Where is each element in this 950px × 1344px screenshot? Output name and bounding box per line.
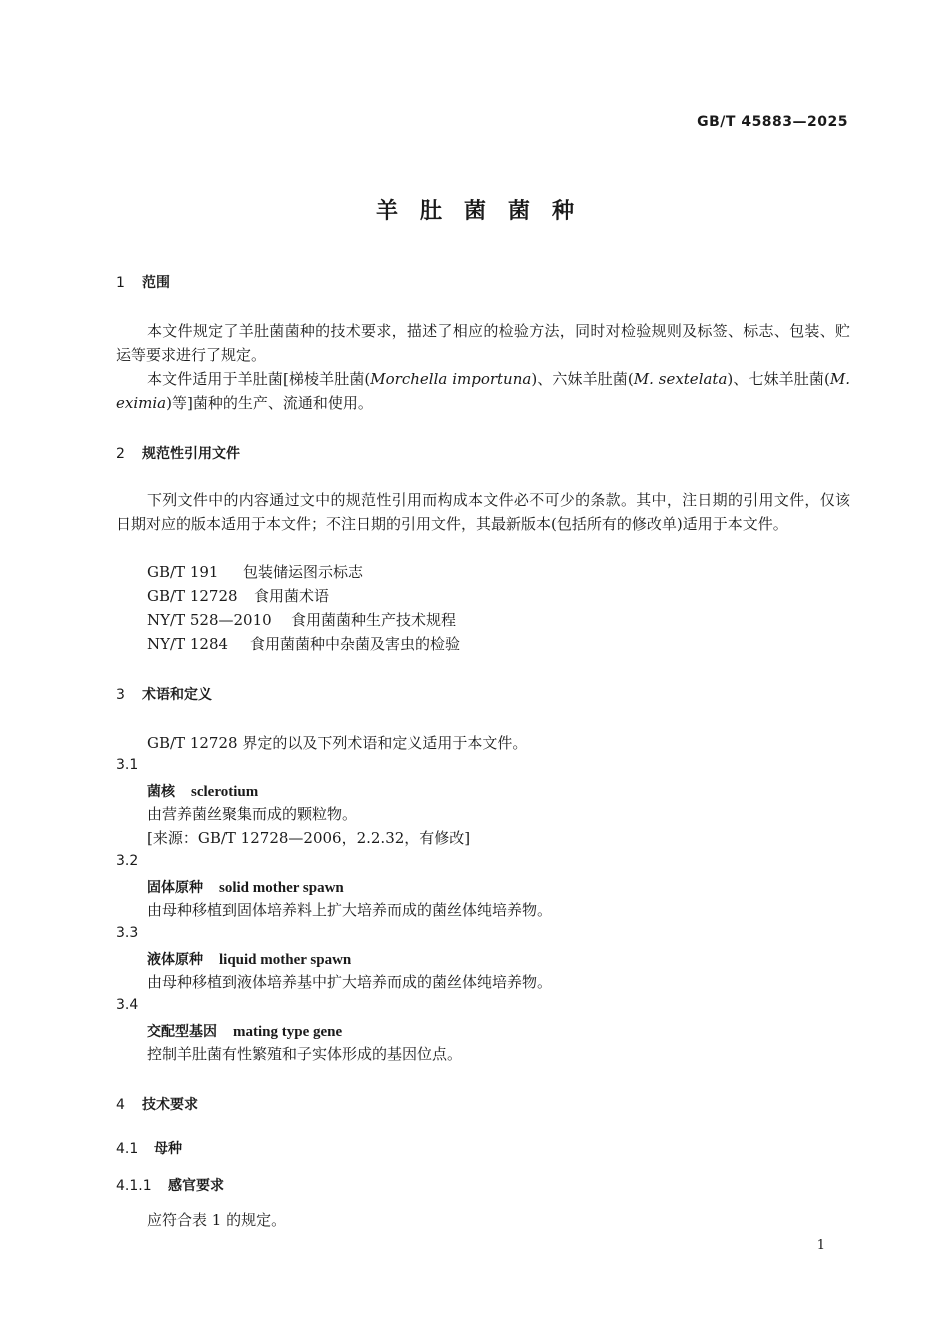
term-number: 3.2 <box>116 853 139 869</box>
section-number: 4.1.1 <box>116 1178 152 1194</box>
section-number: 2 <box>116 446 125 462</box>
term-zh: 菌核 <box>147 784 175 800</box>
section-title: 规范性引用文件 <box>142 446 240 462</box>
reference-code: GB/T 12728 <box>147 587 238 605</box>
section-4-heading <box>116 1094 198 1114</box>
term-number: 3.3 <box>116 925 139 941</box>
term-heading <box>147 877 344 897</box>
subsection-4-1-heading <box>116 1138 182 1158</box>
section-1-paragraph-1: 本文件规定了羊肚菌菌种的技术要求，描述了相应的检验方法，同时对检验规则及标签、标志、包装、贮运等要求进行了规定。 <box>116 322 850 364</box>
document-title: 羊肚菌菌种 <box>375 199 596 224</box>
term-heading <box>147 781 258 801</box>
page-number: 1 <box>816 1238 825 1253</box>
section-number: 4 <box>116 1097 125 1113</box>
standard-number: GB/T 45883—2025 <box>697 114 848 130</box>
section-number: 4.1 <box>116 1141 139 1157</box>
text-run: )、七妹羊肚菌( <box>727 370 830 388</box>
term-definition: 由母种移植到液体培养基中扩大培养而成的菌丝体纯培养物。 <box>147 973 553 991</box>
reference-item <box>147 632 460 656</box>
text-run: )、六妹羊肚菌( <box>531 370 634 388</box>
text-run: 本文件适用于羊肚菌[梯棱羊肚菌( <box>147 370 371 388</box>
section-3-heading <box>116 684 212 704</box>
term-definition: 由母种移植到固体培养料上扩大培养而成的菌丝体纯培养物。 <box>147 901 553 919</box>
section-title: 术语和定义 <box>142 687 212 703</box>
term-source: [来源：GB/T 12728—2006，2.2.32，有修改] <box>147 829 471 847</box>
term-definition: 由营养菌丝聚集而成的颗粒物。 <box>147 805 358 823</box>
section-1-paragraph-2 <box>116 367 850 415</box>
reference-code: NY/T 528—2010 <box>147 611 272 629</box>
section-number: 1 <box>116 275 125 291</box>
reference-item <box>147 584 329 608</box>
term-zh: 液体原种 <box>147 952 203 968</box>
section-2-heading <box>116 443 240 463</box>
section-2-paragraph: 下列文件中的内容通过文中的规范性引用而构成本文件必不可少的条款。其中，注日期的引用文件，仅该日期对应的版本适用于本文件；不注日期的引用文件，其最新版本(包括所有的修改单)适用于本文件。 <box>116 491 850 533</box>
term-en: liquid mother spawn <box>219 952 352 968</box>
section-title: 范围 <box>142 275 170 291</box>
reference-name: 包装储运图示标志 <box>243 563 364 581</box>
term-definition: 控制羊肚菌有性繁殖和子实体形成的基因位点。 <box>147 1045 463 1063</box>
reference-code: GB/T 191 <box>147 563 219 581</box>
reference-name: 食用菌术语 <box>254 587 330 605</box>
reference-item <box>147 560 363 584</box>
species-name: Morchella importuna <box>370 370 532 388</box>
subsection-4-1-1-heading <box>116 1175 224 1195</box>
species-name: M. sextelata <box>633 370 728 388</box>
section-3-intro: GB/T 12728 界定的以及下列术语和定义适用于本文件。 <box>147 734 528 752</box>
reference-code: NY/T 1284 <box>147 635 229 653</box>
species-name: M. eximia <box>116 370 850 412</box>
term-heading <box>147 949 351 969</box>
term-zh: 固体原种 <box>147 880 203 896</box>
term-en: mating type gene <box>233 1024 343 1040</box>
reference-item <box>147 608 456 632</box>
section-title: 母种 <box>154 1141 182 1157</box>
section-1-heading <box>116 272 170 292</box>
section-title: 技术要求 <box>142 1097 198 1113</box>
section-number: 3 <box>116 687 125 703</box>
subsection-4-1-1-text: 应符合表 1 的规定。 <box>147 1211 287 1229</box>
text-run: )等]菌种的生产、流通和使用。 <box>166 394 373 412</box>
section-title: 感官要求 <box>168 1178 224 1194</box>
term-en: solid mother spawn <box>219 880 344 896</box>
reference-name: 食用菌菌种生产技术规程 <box>291 611 457 629</box>
term-number: 3.4 <box>116 997 139 1013</box>
term-en: sclerotium <box>191 784 259 800</box>
reference-name: 食用菌菌种中杂菌及害虫的检验 <box>250 635 461 653</box>
term-heading <box>147 1021 342 1041</box>
term-number: 3.1 <box>116 757 139 773</box>
term-zh: 交配型基因 <box>147 1024 217 1040</box>
